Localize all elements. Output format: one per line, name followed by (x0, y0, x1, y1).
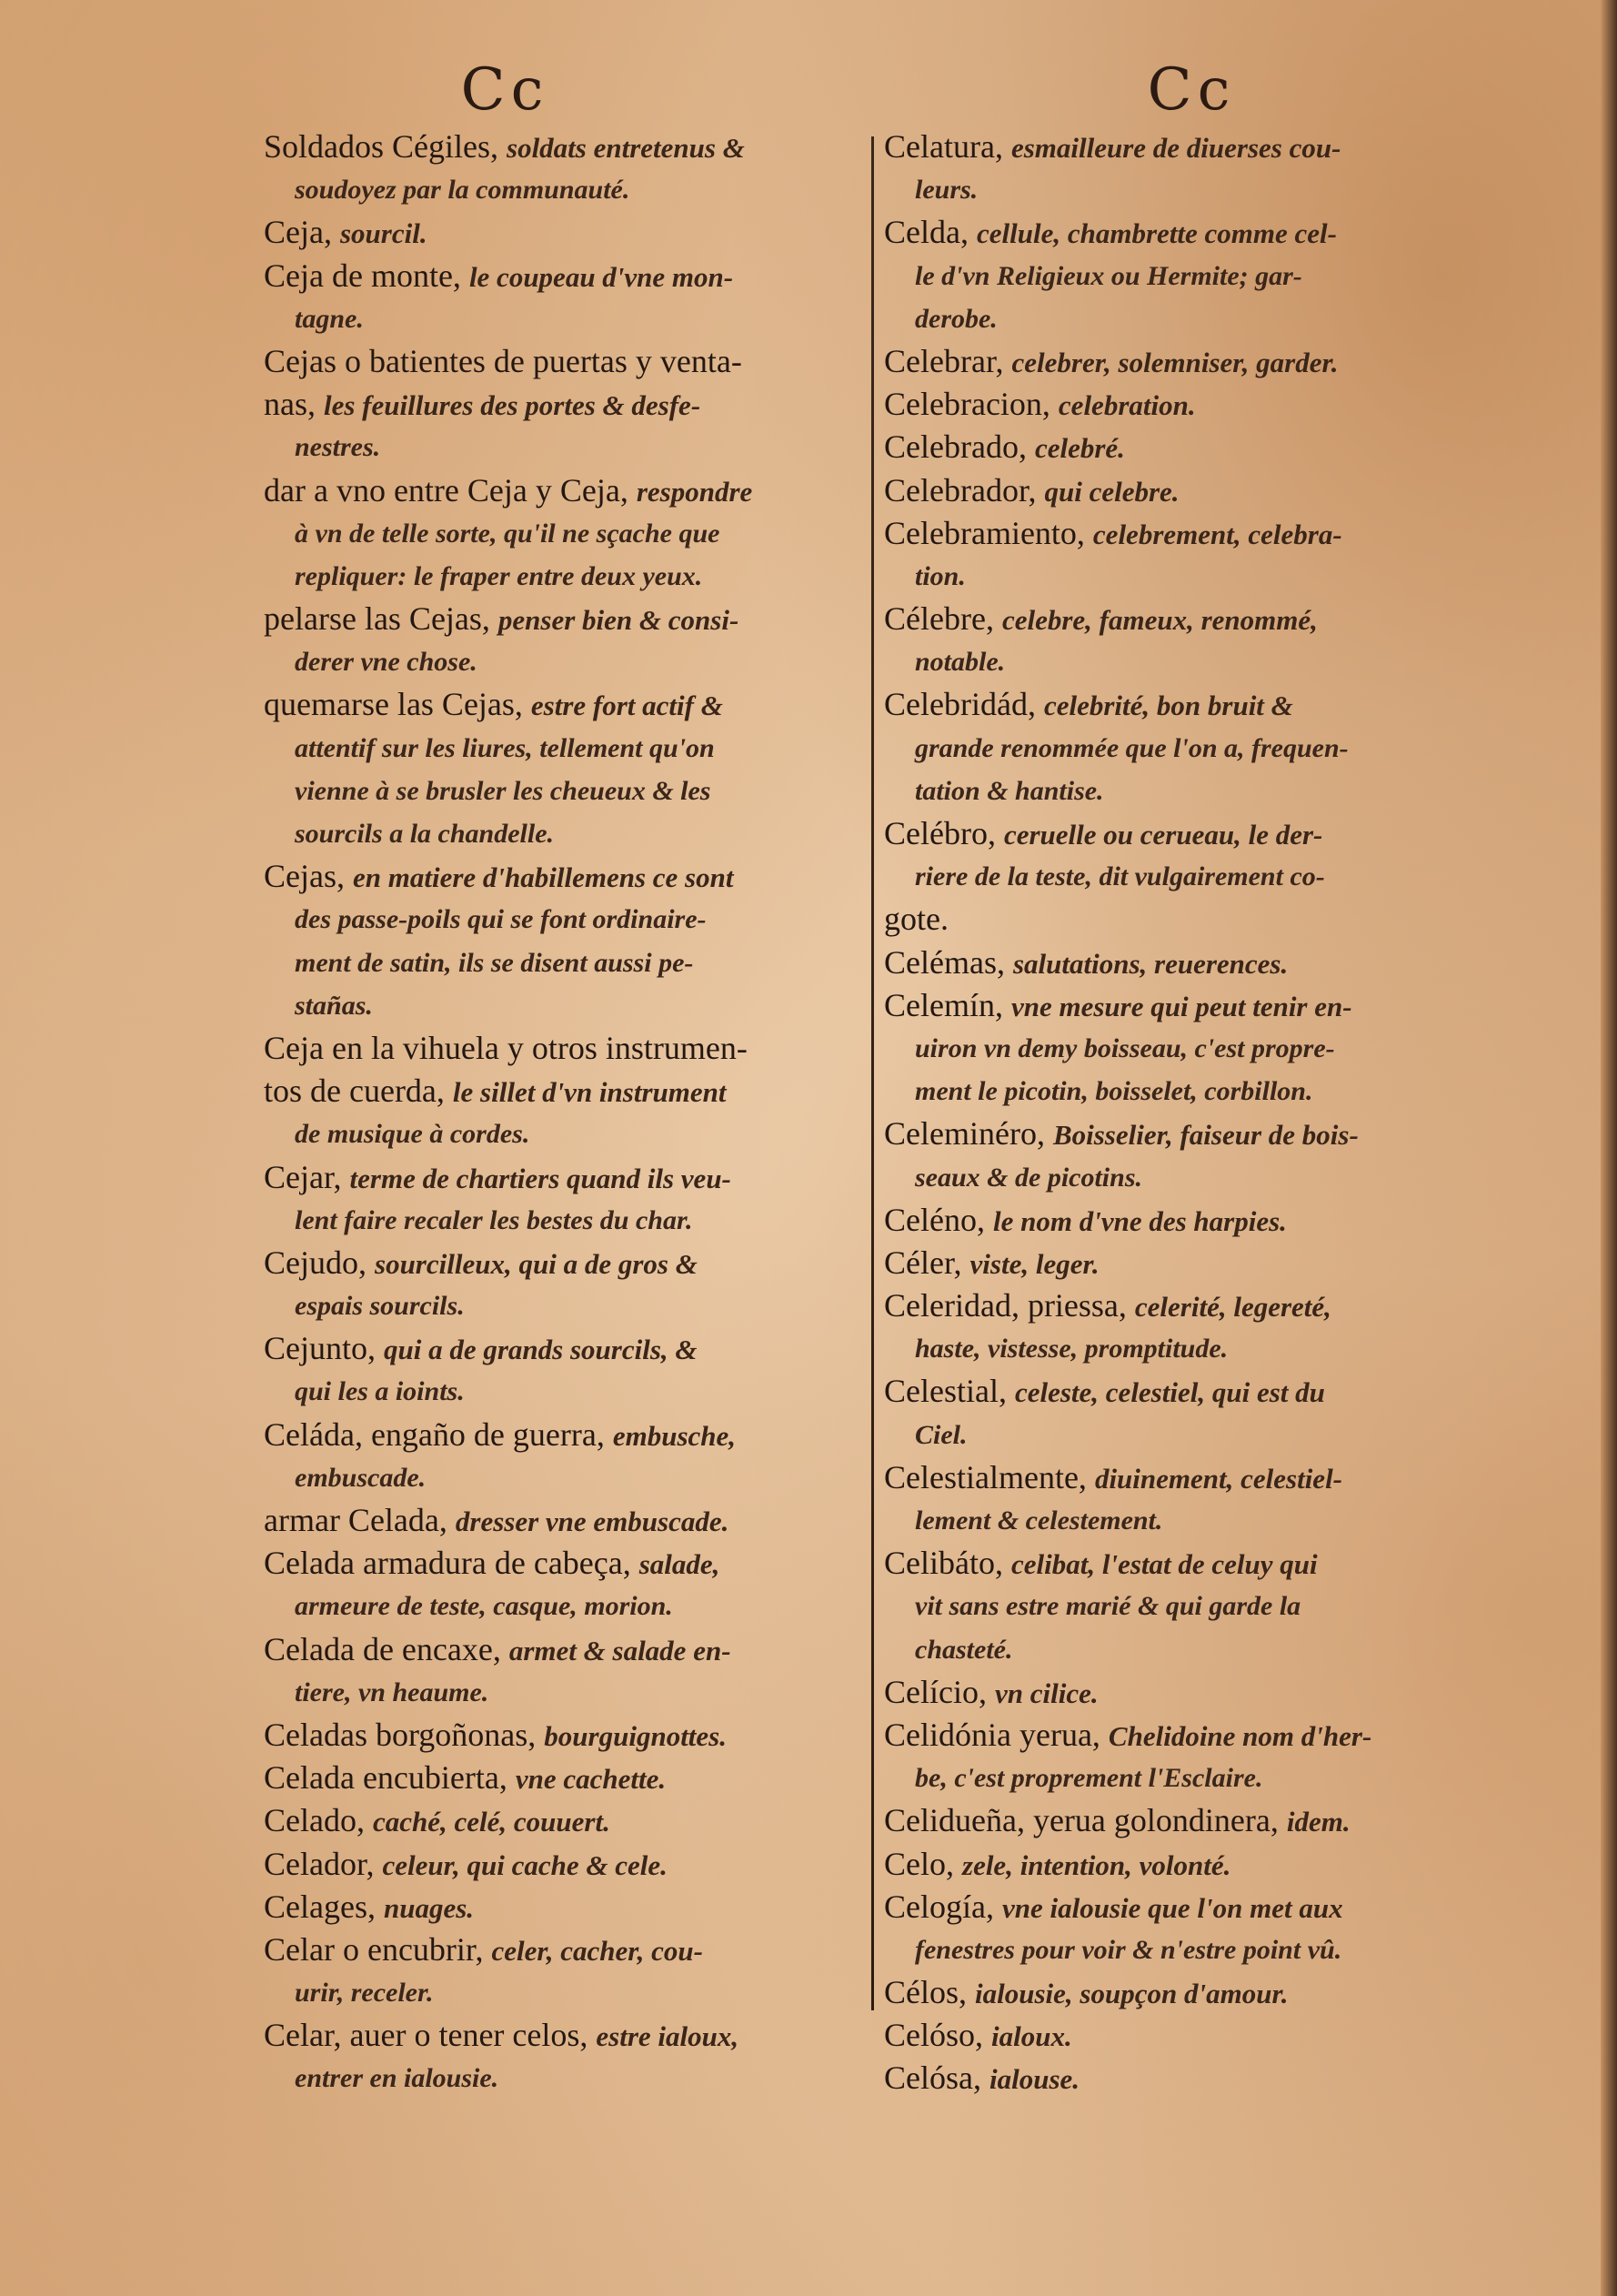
entry-headword: Ceja de monte, (264, 257, 469, 294)
entry-definition: le nom d'vne des harpies. (992, 1204, 1287, 1237)
entry-headword: dar a vno entre Ceja y Ceja, (264, 471, 637, 509)
entry-headword: Celatura, (884, 128, 1011, 165)
entry-headword: Soldados Cégiles, (264, 128, 507, 165)
entry-definition: respondre (636, 475, 753, 508)
right-column (884, 126, 1466, 2100)
entry-definition: qui celebre. (1044, 475, 1180, 508)
entry-line (264, 469, 873, 512)
entry-line: de musique à cordes. (295, 1119, 530, 1150)
entry-line: riere de la teste, dit vulgairement co- (915, 861, 1325, 892)
entry-headword: gote. (884, 901, 949, 938)
entry-headword: Celador, (264, 1845, 383, 1882)
entry-line: ment le picotin, boisselet, corbillon. (915, 1076, 1313, 1107)
entry-definition: estre ialoux, (596, 2020, 739, 2053)
entry-headword: Celóso, (884, 2017, 992, 2054)
entry-line (264, 1628, 873, 1671)
entry-definition: caché, celé, couuert. (372, 1806, 610, 1838)
page-header-right: Cc (1147, 56, 1236, 124)
entry-headword: Celestialmente, (884, 1458, 1095, 1495)
entry-line (264, 598, 873, 640)
entry-headword: Cejas, (264, 858, 353, 895)
entry-line (884, 383, 1466, 426)
entry-line (264, 126, 873, 168)
entry-line: des passe-poils qui se font ordinaire- (295, 904, 707, 935)
page-header-left: Cc (460, 56, 549, 124)
entry-headword: Celemín, (884, 986, 1011, 1023)
entry-definition: celebrer, solemniser, garder. (1011, 346, 1339, 378)
entry-line: espais sourcils. (295, 1291, 465, 1322)
entry-line (884, 898, 1466, 941)
entry-line (884, 984, 1466, 1027)
entry-headword: Celada de encaxe, (264, 1630, 509, 1667)
entry-line: tation & hantise. (915, 775, 1104, 806)
entry-definition: Boisselier, faiseur de bois- (1052, 1119, 1359, 1152)
entry-line: tagne. (295, 303, 364, 334)
entry-line: soudoyez par la communauté. (295, 175, 630, 206)
entry-definition: celerité, legereté, (1134, 1291, 1331, 1324)
entry-headword: Cejas o batientes de puertas y venta- (264, 342, 742, 379)
entry-line (884, 1971, 1466, 2014)
entry-headword: Celémas, (884, 943, 1013, 981)
entry-headword: Celebramiento, (884, 514, 1093, 551)
entry-headword: Celéno, (884, 1201, 993, 1238)
entry-line (884, 211, 1466, 254)
entry-line: entrer en ialousie. (295, 2063, 499, 2094)
entry-line (264, 1542, 873, 1585)
entry-line: Ciel. (915, 1419, 968, 1450)
entry-definition: dresser vne embuscade. (455, 1505, 729, 1537)
entry-definition: celibat, l'estat de celuy qui (1010, 1548, 1318, 1581)
entry-line: armeure de teste, casque, morion. (295, 1591, 673, 1622)
entry-line: derobe. (915, 303, 998, 334)
entry-line: attentif sur les liures, tellement qu'on (295, 732, 715, 763)
entry-headword: Celibáto, (884, 1545, 1011, 1582)
entry-definition: Chelidoine nom d'her- (1108, 1719, 1372, 1752)
entry-headword: Cejunto, (264, 1330, 384, 1367)
entry-line: lent faire recaler les bestes du char. (295, 1204, 693, 1235)
entry-definition: vn cilice. (994, 1677, 1099, 1709)
entry-line (884, 1113, 1466, 1155)
entry-line (884, 2014, 1466, 2057)
entry-definition: celer, cacher, cou- (491, 1934, 703, 1967)
entry-definition: bourguignottes. (544, 1719, 727, 1752)
entry-line (884, 683, 1466, 726)
entry-headword: Celeminéro, (884, 1115, 1053, 1153)
entry-line (264, 1499, 873, 1542)
entry-headword: Celebrado, (884, 428, 1035, 466)
entry-headword: Celeridad, priessa, (884, 1287, 1135, 1324)
entry-headword: Cejudo, (264, 1244, 375, 1281)
entry-line (264, 383, 873, 426)
entry-definition: celeur, qui cache & cele. (382, 1848, 668, 1881)
entry-definition: esmailleure de diuerses cou- (1010, 132, 1341, 164)
entry-line: leurs. (915, 175, 979, 206)
entry-line: vit sans estre marié & qui garde la (915, 1591, 1301, 1622)
entry-line: vienne à se brusler les cheueux & les (295, 775, 711, 806)
entry-line: qui les a ioints. (295, 1376, 465, 1407)
entry-definition: vne cachette. (515, 1763, 667, 1796)
entry-line (264, 211, 873, 254)
entry-headword: Celebrar, (884, 342, 1012, 379)
entry-definition: embusche, (612, 1419, 737, 1452)
entry-headword: Célebre, (884, 600, 1002, 638)
entry-headword: Celidónia yerua, (884, 1716, 1109, 1753)
entry-line: à vn de telle sorte, qu'il ne sçache que (295, 518, 720, 549)
entry-line (884, 1456, 1466, 1499)
entry-line (264, 1928, 873, 1971)
entry-definition: estre fort actif & (530, 690, 723, 722)
entry-definition: terme de chartiers quand ils veu- (349, 1162, 731, 1194)
entry-headword: Celages, (264, 1888, 384, 1925)
entry-line: fenestres pour voir & n'estre point vû. (915, 1934, 1342, 1965)
entry-headword: Celada armadura de cabeça, (264, 1545, 639, 1582)
entry-line: stañas. (295, 990, 373, 1021)
entry-definition: idem. (1286, 1806, 1351, 1838)
entry-headword: Celebrador, (884, 471, 1045, 509)
entry-headword: Celebridád, (884, 686, 1044, 723)
entry-line (264, 1757, 873, 1799)
entry-line (264, 1242, 873, 1284)
entry-line (264, 1886, 873, 1928)
entry-line: derer vne chose. (295, 647, 477, 678)
entry-definition: celebre, fameux, renommé, (1001, 604, 1318, 637)
entry-line (884, 1799, 1466, 1842)
entry-line: haste, vistesse, promptitude. (915, 1334, 1229, 1365)
entry-line: repliquer: le fraper entre deux yeux. (295, 560, 703, 591)
entry-definition: ialousie, soupçon d'amour. (975, 1978, 1289, 2010)
entry-definition: celebrité, bon bruit & (1043, 690, 1293, 722)
entry-line (884, 1886, 1466, 1928)
entry-definition: cellule, chambrette comme cel- (976, 217, 1337, 250)
page-edge (1601, 0, 1617, 2296)
entry-definition: armet & salade en- (508, 1634, 731, 1667)
entry-line: tiere, vn heaume. (295, 1677, 489, 1707)
entry-line: nestres. (295, 432, 381, 463)
entry-definition: celeste, celestiel, qui est du (1014, 1376, 1325, 1409)
entry-headword: Celício, (884, 1673, 995, 1710)
entry-line (264, 1070, 873, 1113)
entry-line (884, 126, 1466, 168)
entry-definition: vne ialousie que l'on met aux (1001, 1891, 1343, 1924)
entry-headword: Celogía, (884, 1888, 1002, 1925)
entry-definition: celebration. (1058, 389, 1196, 422)
entry-definition: zele, intention, volonté. (962, 1848, 1231, 1881)
entry-line (264, 1714, 873, 1757)
entry-headword: Ceja en la vihuela y otros instrumen- (264, 1029, 748, 1066)
entry-line (884, 1671, 1466, 1714)
entry-line: ment de satin, ils se disent aussi pe- (295, 947, 694, 978)
entry-definition: sourcil. (339, 217, 427, 250)
entry-definition: le sillet d'vn instrument (452, 1076, 727, 1109)
entry-definition: en matiere d'habillemens ce sont (352, 861, 734, 894)
entry-definition: ceruelle ou cerueau, le der- (1003, 819, 1323, 851)
left-column (264, 126, 873, 2100)
entry-headword: Célos, (884, 1974, 976, 2011)
entry-line: tion. (915, 560, 966, 591)
entry-definition: salade, (638, 1548, 720, 1581)
entry-headword: pelarse las Cejas, (264, 600, 498, 638)
entry-definition: celebré. (1034, 432, 1125, 465)
entry-line (884, 2057, 1466, 2100)
entry-headword: Celar, auer o tener celos, (264, 2017, 597, 2054)
entry-line: grande renommée que l'on a, frequen- (915, 732, 1349, 763)
entry-headword: Celada encubierta, (264, 1759, 516, 1797)
entry-headword: Celósa, (884, 2059, 989, 2097)
entry-definition: qui a de grands sourcils, & (384, 1334, 698, 1366)
entry-definition: soldats entretenus & (507, 132, 745, 164)
entry-line (264, 1027, 873, 1070)
entry-line (884, 469, 1466, 512)
entry-headword: Celebracion, (884, 386, 1059, 423)
entry-headword: Celestial, (884, 1373, 1015, 1410)
entry-line: lement & celestement. (915, 1505, 1163, 1536)
entry-definition: sourcilleux, qui a de gros & (375, 1247, 698, 1280)
entry-line (884, 426, 1466, 468)
entry-definition: penser bien & consi- (497, 604, 739, 637)
entry-line (884, 1843, 1466, 1886)
entry-line (884, 1542, 1466, 1585)
entry-headword: tos de cuerda, (264, 1072, 453, 1110)
entry-headword: nas, (264, 386, 324, 423)
entry-line (884, 1242, 1466, 1284)
entry-line (264, 340, 873, 383)
entry-definition: vne mesure qui peut tenir en- (1010, 990, 1352, 1022)
entry-definition: nuages. (383, 1891, 475, 1924)
entry-headword: Ceja, (264, 214, 340, 251)
entry-line (884, 340, 1466, 383)
entry-definition: ialoux. (991, 2020, 1072, 2053)
entry-line: uiron vn demy boisseau, c'est propre- (915, 1032, 1335, 1063)
entry-headword: Céler, (884, 1244, 970, 1281)
entry-definition: salutations, reuerences. (1012, 947, 1289, 980)
entry-definition: ialouse. (989, 2063, 1080, 2096)
entry-line (264, 1414, 873, 1456)
entry-headword: Cejar, (264, 1158, 350, 1195)
entry-headword: Celar o encubrir, (264, 1930, 492, 1968)
entry-definition: celebrement, celebra- (1092, 518, 1342, 550)
entry-line (264, 855, 873, 898)
entry-line (264, 1799, 873, 1842)
entry-definition: les feuillures des portes & desfe- (324, 389, 701, 422)
entry-definition: viste, leger. (969, 1247, 1100, 1280)
entry-definition: diuinement, celestiel- (1094, 1462, 1343, 1495)
entry-headword: Celadas borgoñonas, (264, 1716, 545, 1753)
entry-line (884, 812, 1466, 855)
entry-line (884, 1284, 1466, 1327)
entry-line (264, 1843, 873, 1886)
entry-line (884, 942, 1466, 984)
entry-line: embuscade. (295, 1462, 427, 1493)
entry-line (884, 1714, 1466, 1757)
entry-line: chasteté. (915, 1634, 1013, 1665)
entry-line: le d'vn Religieux ou Hermite; gar- (915, 260, 1302, 291)
entry-line: urir, receler. (295, 1978, 434, 2009)
entry-line (264, 2014, 873, 2057)
entry-line (884, 598, 1466, 640)
entry-line (884, 1370, 1466, 1413)
entry-headword: Celado, (264, 1802, 373, 1839)
entry-line (264, 255, 873, 297)
entry-headword: Celáda, engaño de guerra, (264, 1415, 613, 1453)
entry-line: sourcils a la chandelle. (295, 819, 555, 849)
entry-line: be, c'est proprement l'Esclaire. (915, 1763, 1263, 1794)
entry-definition: le coupeau d'vne mon- (468, 260, 734, 293)
entry-line (884, 512, 1466, 555)
entry-headword: Celidueña, yerua golondinera, (884, 1802, 1287, 1839)
entry-headword: armar Celada, (264, 1502, 456, 1538)
entry-line: seaux & de picotins. (915, 1162, 1143, 1193)
entry-line (884, 1199, 1466, 1242)
entry-headword: Celébro, (884, 815, 1004, 851)
entry-headword: quemarse las Cejas, (264, 686, 531, 723)
entry-headword: Celo, (884, 1845, 962, 1882)
entry-headword: Celda, (884, 214, 977, 251)
entry-line (264, 1156, 873, 1199)
entry-line (264, 683, 873, 726)
entry-line (264, 1327, 873, 1370)
entry-line: notable. (915, 647, 1006, 678)
